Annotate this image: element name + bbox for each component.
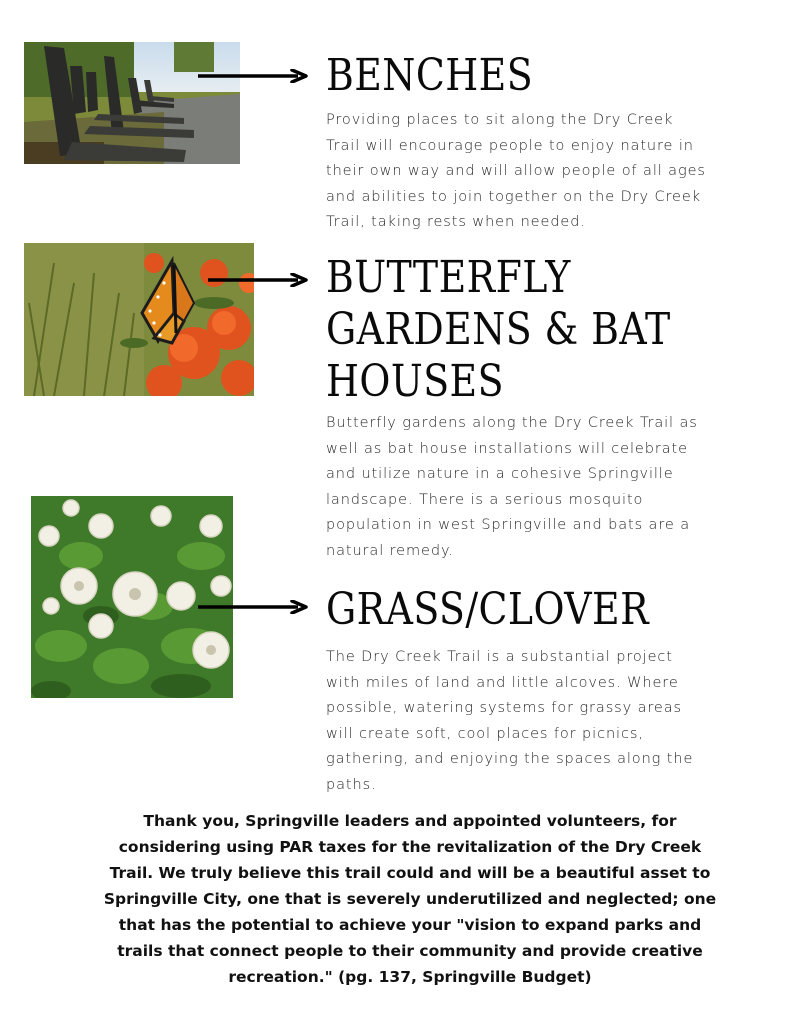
section-heading: GRASS/CLOVER [326,584,650,635]
butterfly-photo [24,243,254,396]
section-heading: BENCHES [326,50,534,101]
section-body: Providing places to sit along the Dry Creek Trail will encourage people to enjoy nature in their own way and will allow people of all ages and abilities to join together on the Dry Creek Trail, taking rests when needed. [326,112,706,230]
clover-photo [31,496,233,698]
section-body: The Dry Creek Trail is a substantial project with miles of land and little alcoves. Where possible, watering systems for grassy areas will create soft, cool places for picnics, gathering, and enjoying the spaces along the paths. [326,649,694,793]
closing-statement: Thank you, Springville leaders and appointed volunteers, for considering using PAR taxes for the revitalization of the Dry Creek Trail. We truly believe this trail could and will be a beautiful asset to Springville City, one that is severely underutilized and neglected; one that has the potential to achieve your "vision to expand parks and trails that connect people to their community and provide creative recreation." (pg. 137, Springville Budget) [103,812,717,986]
arrow-right-icon [198,69,310,83]
arrow-right-icon [198,600,310,614]
section-body: Butterfly gardens along the Dry Creek Trail as well as bat house installations will celebrate and utilize nature in a cohesive Springville landscape. There is a serious mosquito population in west Springville and bats are a natural remedy. [326,415,698,559]
arrow-right-icon [208,273,310,287]
benches-photo [24,42,240,164]
section-heading: BUTTERFLY GARDENS & BAT HOUSES [326,252,671,407]
